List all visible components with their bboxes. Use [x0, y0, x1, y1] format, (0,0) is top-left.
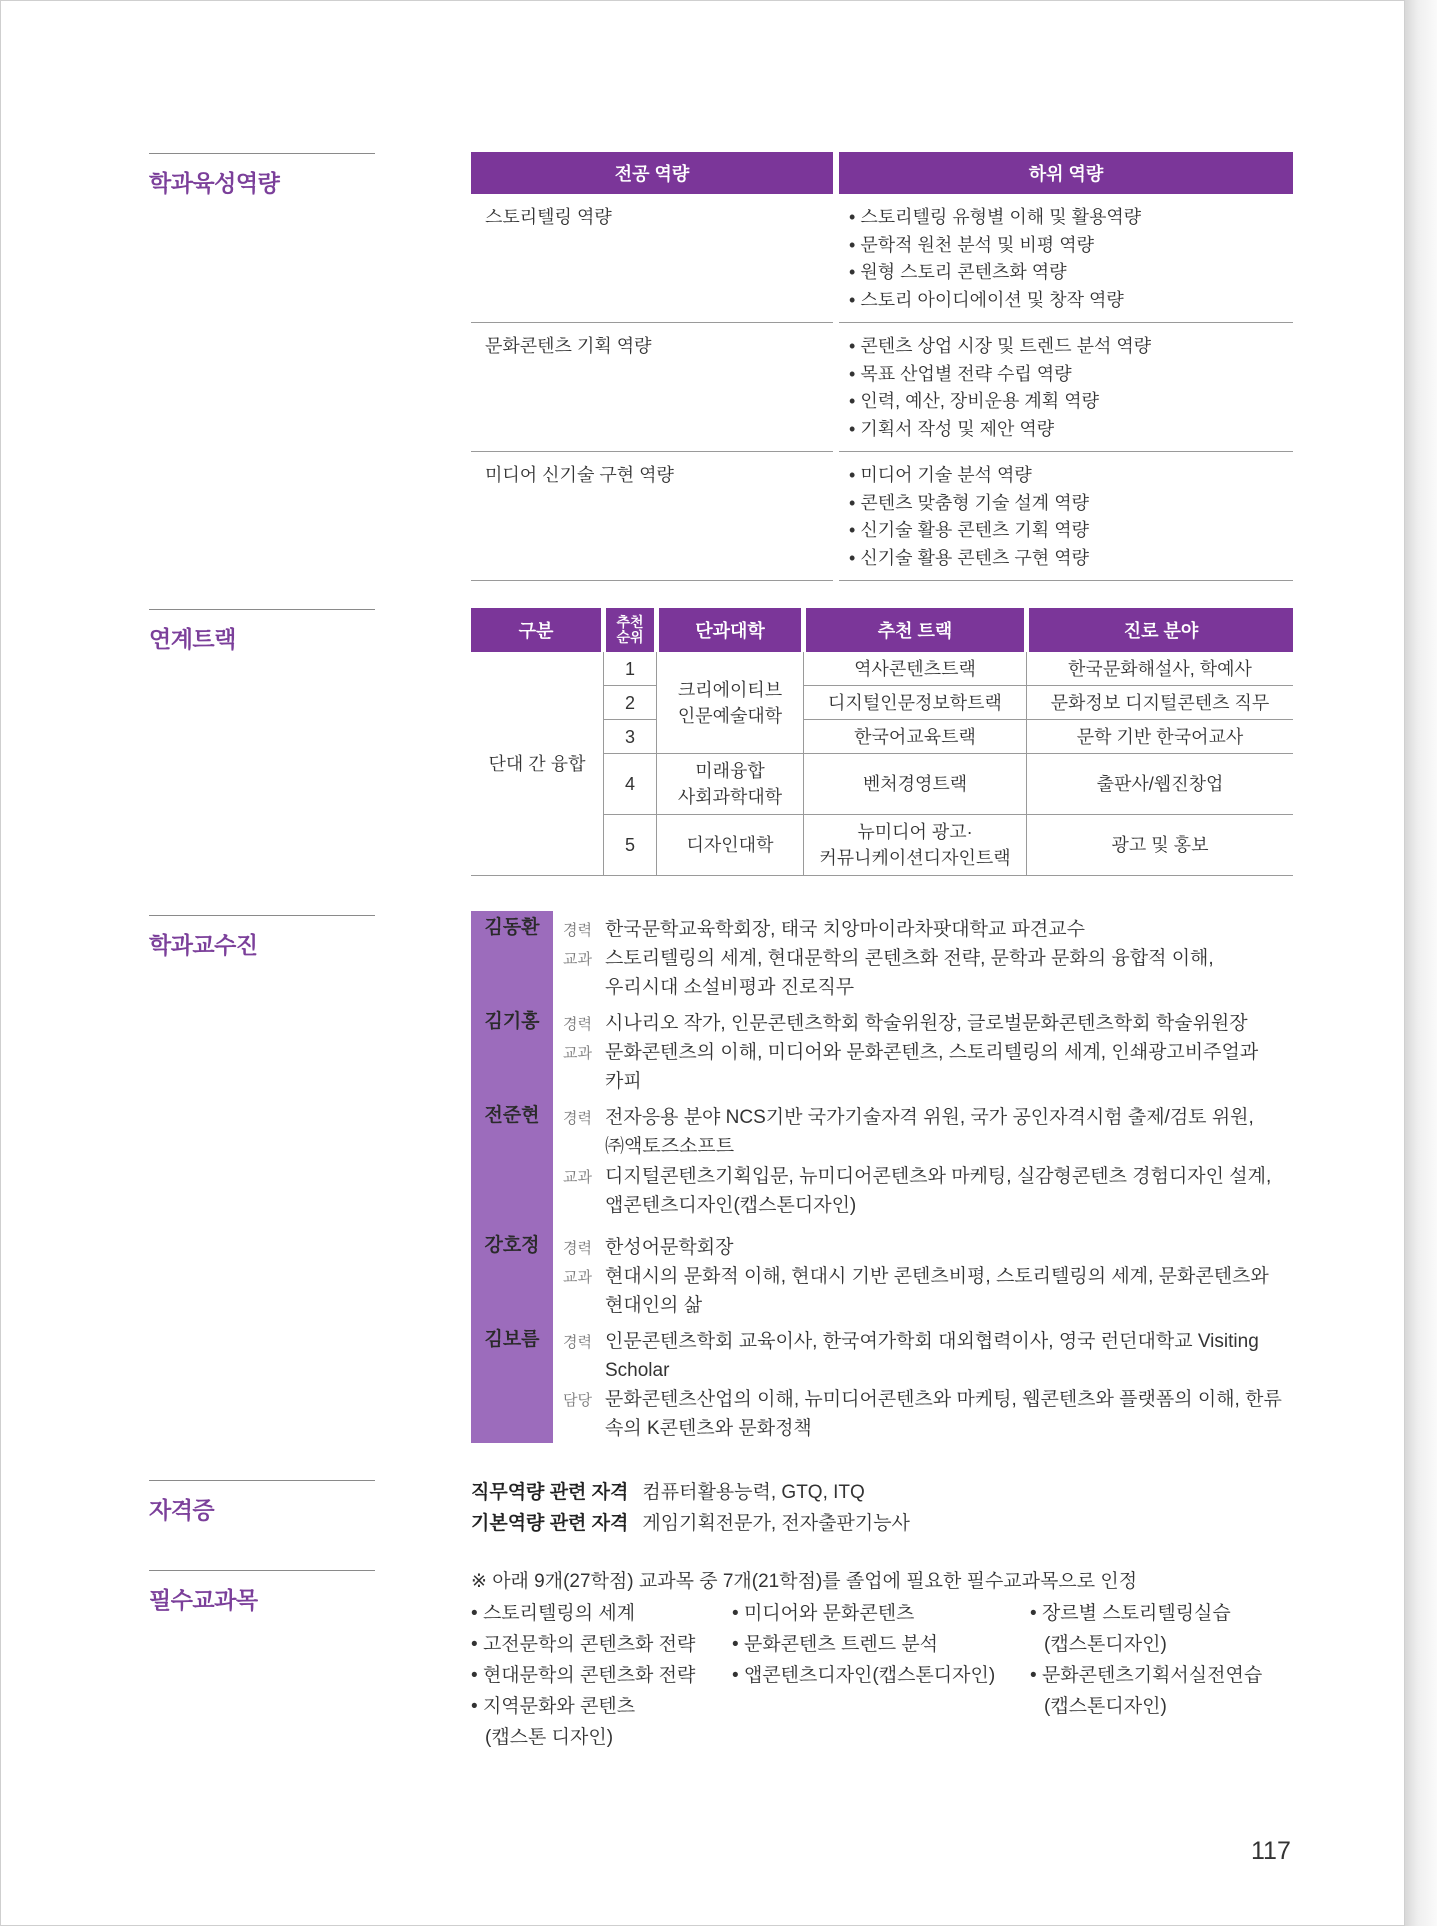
sub-competency-item: • 문학적 원천 분석 및 비평 역량	[849, 232, 1279, 260]
sub-competencies	[839, 194, 1293, 323]
section-faculty	[149, 915, 375, 960]
faculty-name-bar	[471, 911, 553, 1443]
sub-competency-item: • 스토리 아이디에이션 및 창작 역량	[849, 287, 1279, 315]
header-track: 추천 트랙	[804, 608, 1027, 652]
track-cell: 벤처경영트랙	[804, 754, 1027, 815]
sub-competency-item: • 콘텐츠 상업 시장 및 트렌드 분석 역량	[849, 333, 1279, 361]
course-column-1	[471, 1598, 695, 1753]
major-competency: 미디어 신기술 구현 역량	[471, 452, 833, 581]
certificate-label: 기본역량 관련 자격	[471, 1513, 629, 1534]
rank-cell: 4	[604, 754, 657, 815]
competency-row	[471, 452, 1293, 581]
competency-row	[471, 194, 1293, 323]
sub-competency-item: • 신기술 활용 콘텐츠 기획 역량	[849, 517, 1279, 545]
section-competency	[149, 153, 375, 198]
track-cell: 한국어교육트랙	[804, 720, 1027, 754]
sub-competency-item: • 스토리텔링 유형별 이해 및 활용역량	[849, 204, 1279, 232]
faculty-courses: 담당 문화콘텐츠산업의 이해, 뉴미디어콘텐츠와 마케팅, 웹콘텐츠와 플랫폼의 이해, 한류 속의 K콘텐츠와 문화정책	[563, 1389, 1282, 1439]
header-college: 단과대학	[657, 608, 804, 652]
course-column-3	[1030, 1598, 1262, 1722]
sub-competencies	[839, 452, 1293, 581]
section-title: 학과교수진	[149, 932, 258, 958]
header-type: 구분	[471, 608, 604, 652]
sub-competency-item: • 신기술 활용 콘텐츠 구현 역량	[849, 545, 1279, 573]
required-course: • 스토리텔링의 세계	[471, 1598, 695, 1629]
career-cell: 광고 및 홍보	[1027, 815, 1294, 876]
college-cell: 미래융합 사회과학대학	[657, 754, 804, 815]
career-cell: 문화정보 디지털콘텐츠 직무	[1027, 686, 1294, 720]
sub-competency-item: • 목표 산업별 전략 수립 역량	[849, 361, 1279, 389]
required-course: • 앱콘텐츠디자인(캡스톤디자인)	[732, 1660, 995, 1691]
page-number: 117	[1251, 1837, 1291, 1865]
sub-competency-item: • 인력, 예산, 장비운용 계획 역량	[849, 388, 1279, 416]
faculty-name: 강호정	[484, 1235, 540, 1256]
faculty-career: 경력 한성어문학회장	[563, 1237, 734, 1258]
sub-competencies	[839, 323, 1293, 452]
sub-competency-item: • 미디어 기술 분석 역량	[849, 462, 1279, 490]
faculty-career: 경력 시나리오 작가, 인문콘텐츠학회 학술위원장, 글로벌문화콘텐츠학회 학술위원장	[563, 1013, 1248, 1034]
sub-competency-item: • 원형 스토리 콘텐츠화 역량	[849, 259, 1279, 287]
required-course: • 장르별 스토리텔링실습 (캡스톤디자인)	[1030, 1598, 1262, 1660]
rank-cell: 5	[604, 815, 657, 876]
sub-competency-item: • 콘텐츠 맞춤형 기술 설계 역량	[849, 490, 1279, 518]
header-career: 진로 분야	[1027, 608, 1294, 652]
major-competency: 문화콘텐츠 기획 역량	[471, 323, 833, 452]
certificate-job	[471, 1477, 865, 1504]
required-course: • 문화콘텐츠 트렌드 분석	[732, 1629, 995, 1660]
track-cell: 역사콘텐츠트랙	[804, 652, 1027, 686]
rank-cell: 2	[604, 686, 657, 720]
required-course: • 지역문화와 콘텐츠 (캡스톤 디자인)	[471, 1691, 695, 1753]
required-course: • 고전문학의 콘텐츠화 전략	[471, 1629, 695, 1660]
course-column-2	[732, 1598, 995, 1691]
faculty-courses: 교과 현대시의 문화적 이해, 현대시 기반 콘텐츠비평, 스토리텔링의 세계, 문화콘텐츠와 현대인의 삶	[563, 1266, 1269, 1316]
certificate-label: 직무역량 관련 자격	[471, 1482, 629, 1503]
career-cell: 한국문화해설사, 학예사	[1027, 652, 1294, 686]
required-course: • 현대문학의 콘텐츠화 전략	[471, 1660, 695, 1691]
faculty-name: 김동환	[484, 917, 540, 938]
section-certificate	[149, 1480, 375, 1525]
college-cell: 디자인대학	[657, 815, 804, 876]
track-cell: 뉴미디어 광고· 커뮤니케이션디자인트랙	[804, 815, 1027, 876]
header-rank: 추천 순위	[604, 608, 657, 652]
faculty-career: 경력 인문콘텐츠학회 교육이사, 한국여가학회 대외협력이사, 영국 런던대학교 Visiting Scholar	[563, 1331, 1259, 1381]
section-title: 자격증	[149, 1497, 215, 1523]
required-course: • 미디어와 문화콘텐츠	[732, 1598, 995, 1629]
major-competency: 스토리텔링 역량	[471, 194, 833, 323]
type-cell: 단대 간 융합	[471, 652, 604, 876]
faculty-courses: 교과 디지털콘텐츠기획입문, 뉴미디어콘텐츠와 마케팅, 실감형콘텐츠 경험디자인 설계, 앱콘텐츠디자인(캡스톤디자인)	[563, 1166, 1272, 1216]
header-major: 전공 역량	[471, 152, 833, 194]
header-sub: 하위 역량	[839, 152, 1293, 194]
faculty-courses: 교과 문화콘텐츠의 이해, 미디어와 문화콘텐츠, 스토리텔링의 세계, 인쇄광고비주얼과 카피	[563, 1042, 1259, 1092]
track-table	[471, 608, 1293, 876]
sub-competency-item: • 기획서 작성 및 제안 역량	[849, 416, 1279, 444]
section-required	[149, 1570, 375, 1615]
college-cell: 크리에이티브 인문예술대학	[657, 652, 804, 754]
career-cell: 문학 기반 한국어교사	[1027, 720, 1294, 754]
faculty-career: 경력 한국문학교육학회장, 태국 치앙마이라차팟대학교 파견교수	[563, 919, 1085, 940]
required-note: ※ 아래 9개(27학점) 교과목 중 7개(21학점)를 졸업에 필요한 필수교과목으로 인정	[471, 1571, 1138, 1592]
faculty-name: 김기홍	[484, 1011, 540, 1032]
page-edge-shadow	[1405, 0, 1437, 1926]
section-title: 연계트랙	[149, 626, 236, 652]
section-track	[149, 609, 375, 654]
certificate-value: 게임기획전문가, 전자출판기능사	[642, 1513, 910, 1534]
faculty-career: 경력 전자응용 분야 NCS기반 국가기술자격 위원, 국가 공인자격시험 출제/검토 위원, ㈜액토즈소프트	[563, 1107, 1254, 1157]
rank-cell: 1	[604, 652, 657, 686]
section-title: 학과육성역량	[149, 170, 280, 196]
rank-cell: 3	[604, 720, 657, 754]
required-course: • 문화콘텐츠기획서실전연습 (캡스톤디자인)	[1030, 1660, 1262, 1722]
certificate-basic	[471, 1508, 910, 1535]
competency-row	[471, 323, 1293, 452]
faculty-name: 김보름	[484, 1329, 540, 1350]
faculty-courses: 교과 스토리텔링의 세계, 현대문학의 콘텐츠화 전략, 문학과 문화의 융합적 이해, 우리시대 소설비평과 진로직무	[563, 948, 1214, 998]
competency-table	[471, 152, 1293, 581]
track-cell: 디지털인문정보학트랙	[804, 686, 1027, 720]
certificate-value: 컴퓨터활용능력, GTQ, ITQ	[642, 1482, 865, 1503]
faculty-name: 전준현	[484, 1105, 540, 1126]
section-title: 필수교과목	[149, 1587, 258, 1613]
career-cell: 출판사/웹진창업	[1027, 754, 1294, 815]
